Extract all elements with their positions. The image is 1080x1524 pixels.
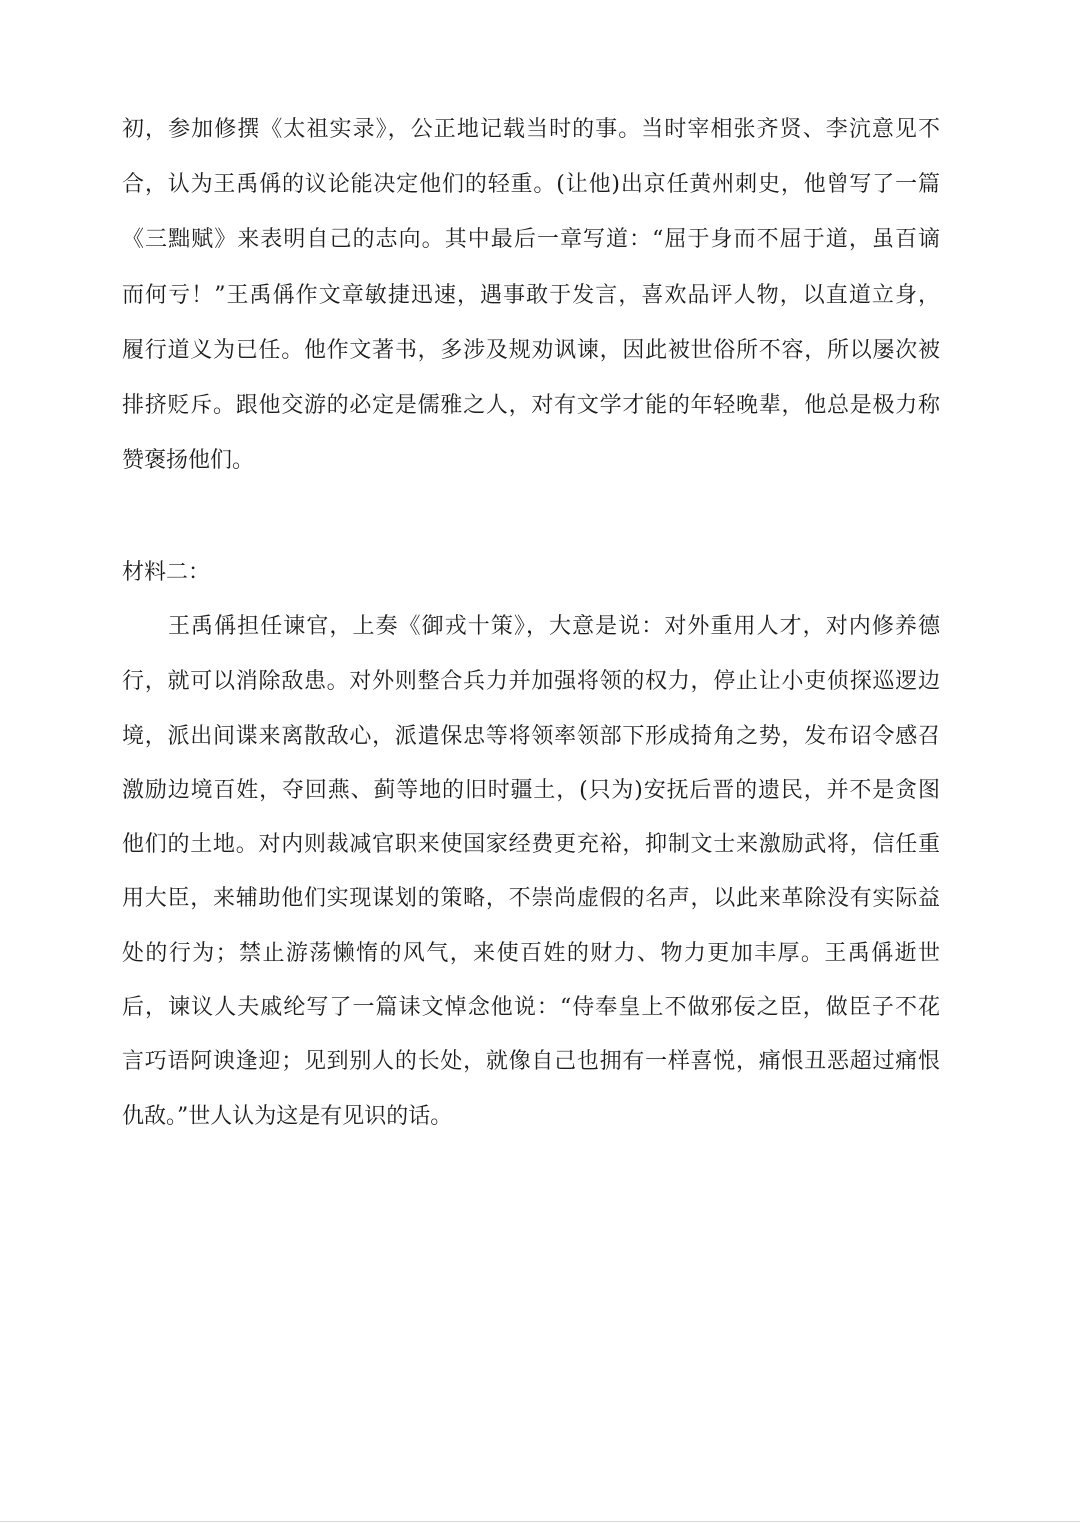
- material-two-heading: 材料二：: [122, 560, 211, 585]
- paragraph-line: 行，就可以消除敌患。对外则整合兵力并加强将领的权力，停止让小吏侦探巡逻边: [122, 669, 940, 694]
- paragraph-line: 仇敌。”世人认为这是有见识的话。: [122, 1104, 453, 1129]
- paragraph-line: 后，谏议人夫戚纶写了一篇诔文悼念他说：“侍奉皇上不做邪佞之臣，做臣子不花: [122, 995, 940, 1020]
- paragraph-line: 他们的土地。对内则裁减官职来使国家经费更充裕，抑制文士来激励武将，信任重: [122, 832, 940, 857]
- paragraph-line: 合，认为王禹偁的议论能决定他们的轻重。(让他)出京任黄州刺史，他曾写了一篇: [122, 172, 940, 197]
- paragraph-line: 激励边境百姓，夺回燕、蓟等地的旧时疆土，(只为)安抚后晋的遗民，并不是贪图: [122, 778, 940, 803]
- paragraph-line: 初，参加修撰《太祖实录》，公正地记载当时的事。当时宰相张齐贤、李沆意见不: [122, 117, 940, 142]
- paragraph-line: 赞褒扬他们。: [122, 448, 255, 473]
- paragraph-line: 言巧语阿谀逢迎；见到别人的长处，就像自己也拥有一样喜悦，痛恨丑恶超过痛恨: [122, 1049, 940, 1074]
- paragraph-line: 排挤贬斥。跟他交游的必定是儒雅之人，对有文学才能的年轻晚辈，他总是极力称: [122, 393, 940, 418]
- paragraph-line: 王禹偁担任谏官，上奏《御戎十策》，大意是说：对外重用人才，对内修养德: [168, 614, 940, 639]
- paragraph-line: 履行道义为已任。他作文著书，多涉及规劝讽谏，因此被世俗所不容，所以屡次被: [122, 338, 940, 363]
- page-bottom-edge: [0, 1521, 1080, 1522]
- paragraph-line: 《三黜赋》来表明自己的志向。其中最后一章写道：“屈于身而不屈于道，虽百谪: [122, 227, 940, 252]
- paragraph-line: 用大臣，来辅助他们实现谋划的策略，不崇尚虚假的名声，以此来革除没有实际益: [122, 886, 940, 911]
- paragraph-line: 处的行为；禁止游荡懒惰的风气，来使百姓的财力、物力更加丰厚。王禹偁逝世: [122, 941, 940, 966]
- paragraph-line: 而何亏！”王禹偁作文章敏捷迅速，遇事敢于发言，喜欢品评人物，以直道立身，: [122, 283, 940, 308]
- paragraph-line: 境，派出间谍来离散敌心，派遣保忠等将领率领部下形成掎角之势，发布诏令感召: [122, 724, 940, 749]
